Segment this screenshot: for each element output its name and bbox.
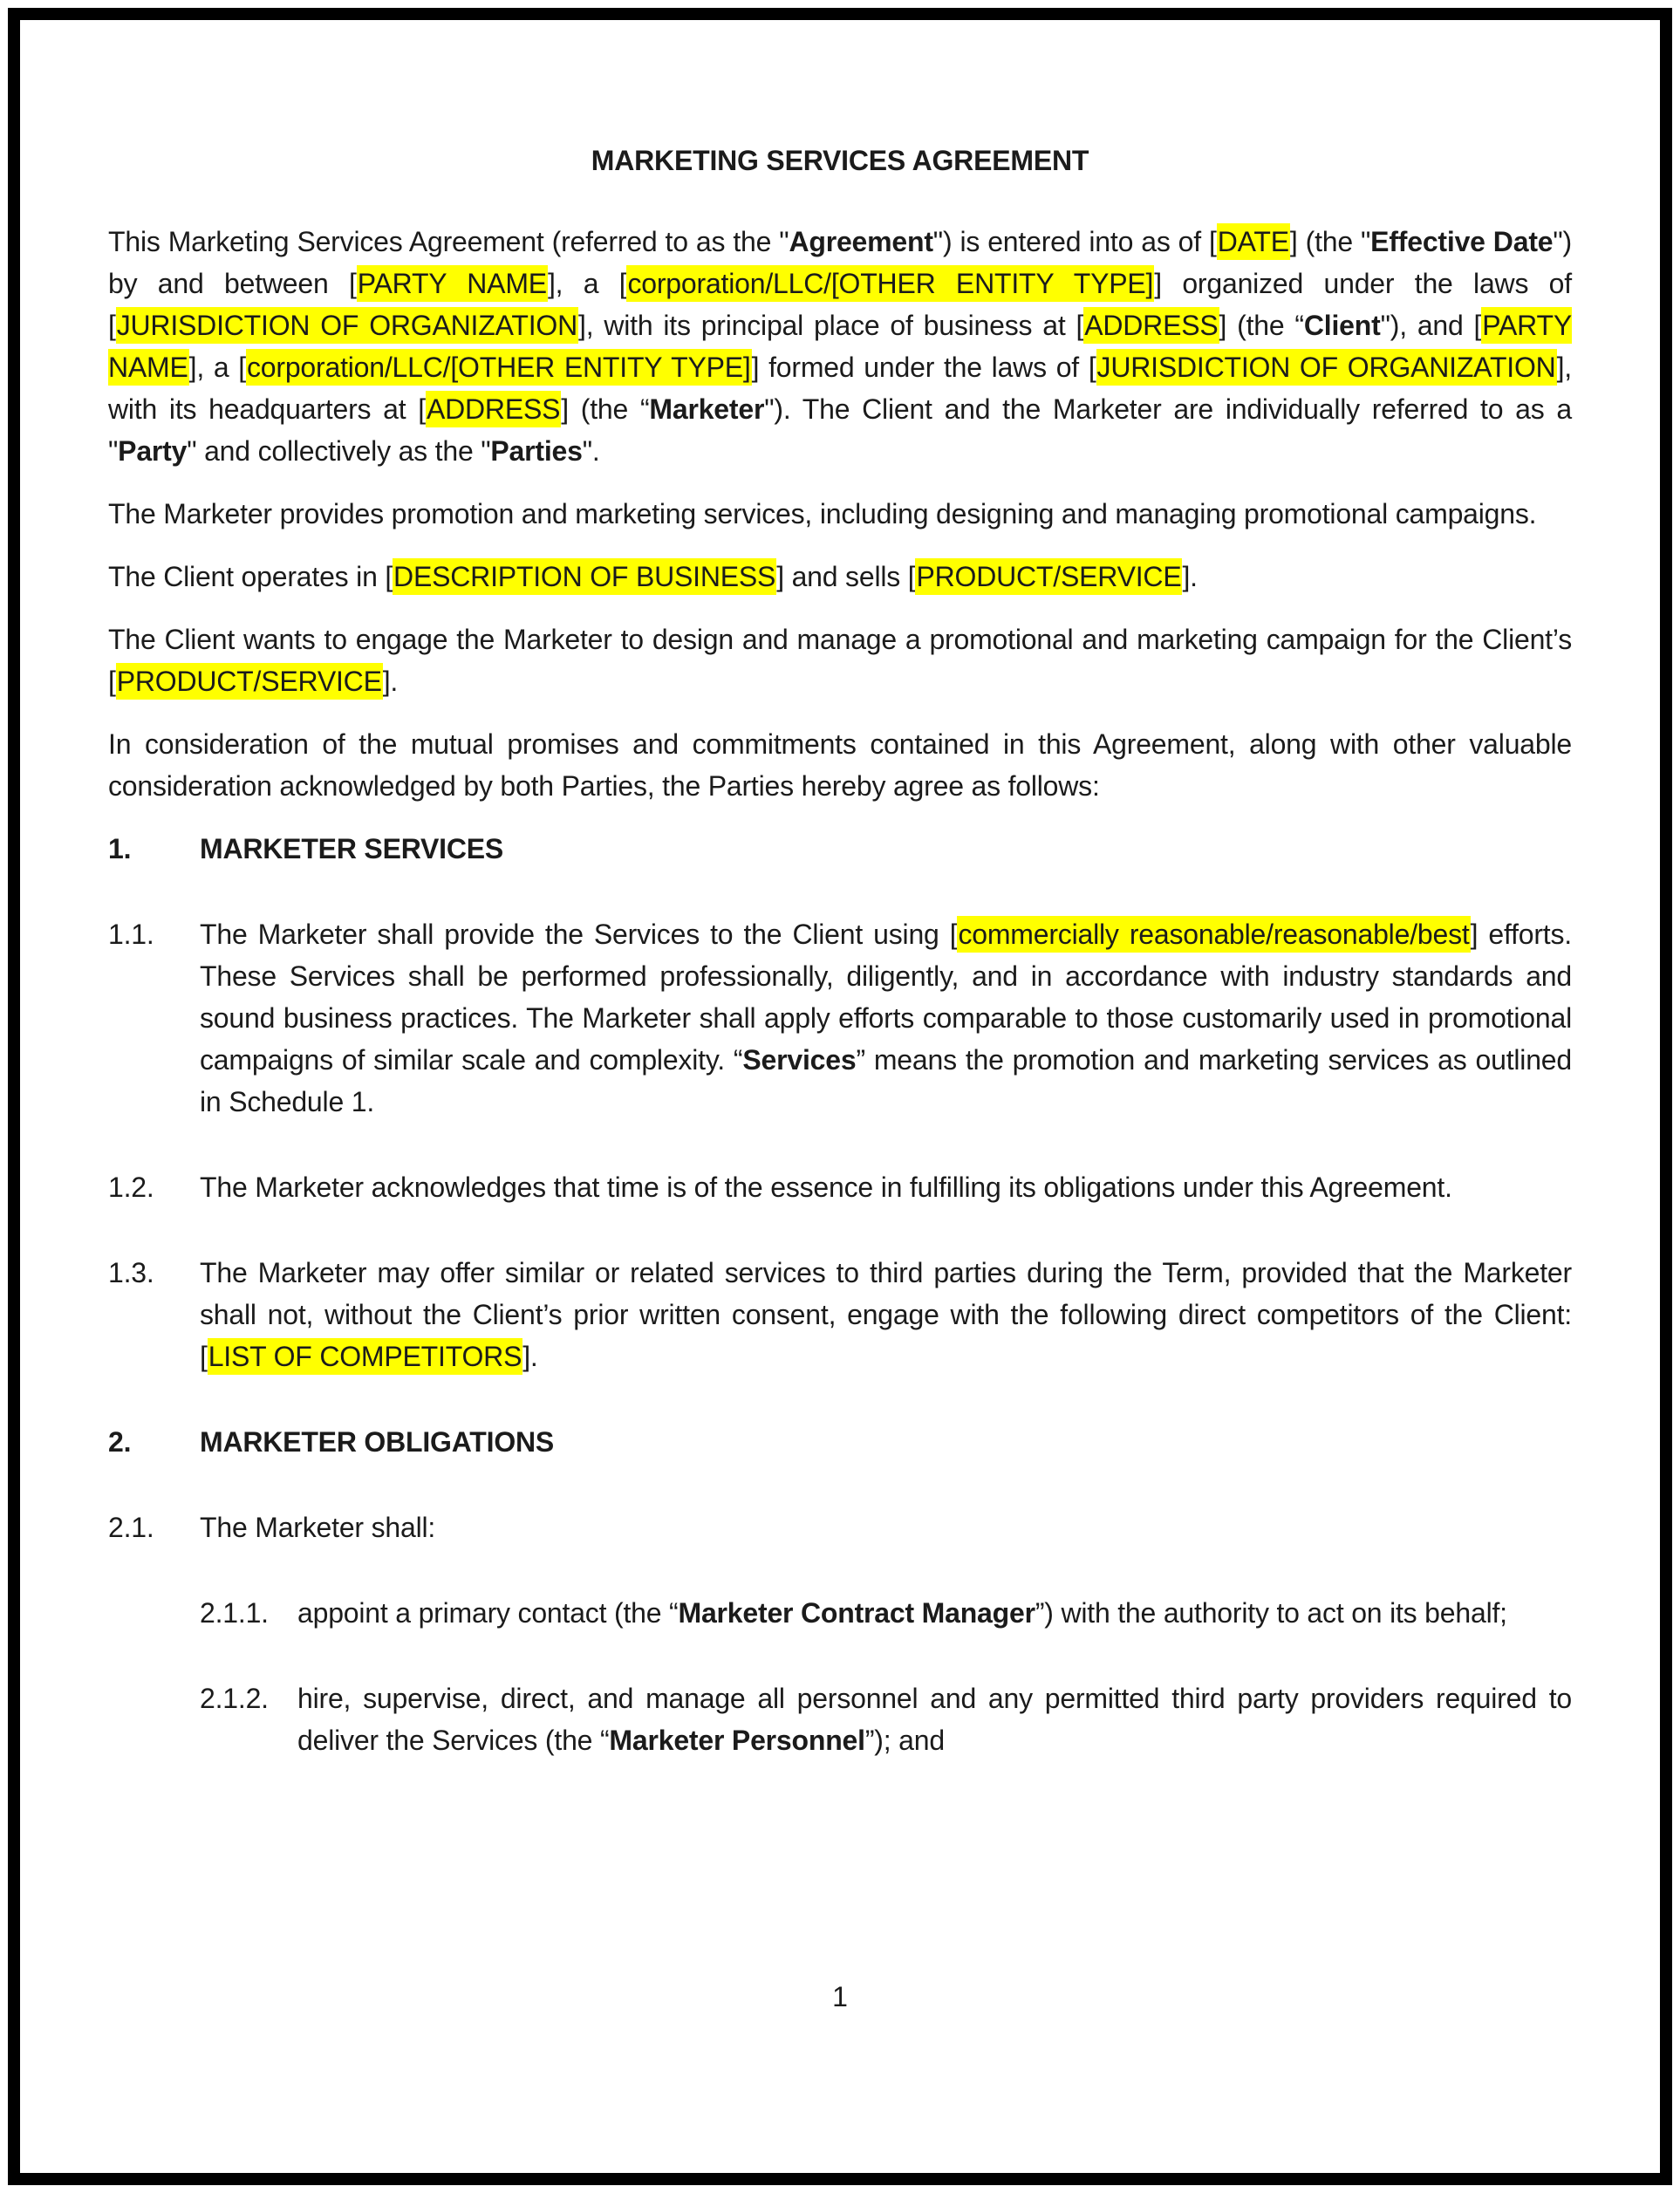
clause [108,1252,1572,1377]
text-run: The Client wants to engage the Marketer to design and manage a promotional and marketing campaign for the Client’s [ [108,624,1572,697]
text-run: ], with its headquarters at [ [108,352,1572,425]
clause-number: 2.1. [108,1512,154,1543]
placeholder-highlight: corporation/LLC/[OTHER ENTITY TYPE] [246,349,752,386]
defined-term: Marketer [649,393,765,425]
clause-number: 2. [108,1426,132,1458]
text-run: ], a [ [547,268,627,299]
clause-text [297,1677,1572,1761]
text-run: The Marketer provides promotion and marketing services, including designing and managing promotional campaigns. [108,498,1537,529]
document-body [108,221,1572,1761]
text-run: The Marketer acknowledges that time is of the essence in fulfilling its obligations under this Agreement. [200,1172,1452,1203]
placeholder-highlight: corporation/LLC/[OTHER ENTITY TYPE] [626,265,1154,302]
clause-number: 1.2. [108,1172,154,1203]
text-run: ". [582,435,600,467]
clause [200,1677,1572,1761]
text-run: ”); and [864,1725,945,1756]
text-run: ] and sells [ [776,561,916,592]
clause-text [200,1506,1572,1548]
text-run: ]. [1182,561,1198,592]
text-run: ”) with the authority to act on its behalf; [1035,1597,1507,1629]
text-run: ], a [ [188,352,246,383]
placeholder-highlight: PARTY NAME [108,307,1572,386]
placeholder-highlight: ADDRESS [426,391,561,427]
placeholder-highlight: commercially reasonable/reasonable/best [957,916,1470,953]
text-run: This Marketing Services Agreement (referred to as the " [108,226,789,257]
clause-text [200,1166,1572,1208]
text-run: "). The Client and the Marketer are individually referred to as a " [108,393,1572,467]
text-run: ] (the “ [561,393,650,425]
clause-number: 1. [108,833,132,864]
document-content [108,140,1572,1805]
text-run: ] formed under the laws of [ [751,352,1096,383]
defined-term: Services [742,1044,857,1076]
text-run: hire, supervise, direct, and manage all personnel and any permitted third party providers required to deliver the Services (the “ [297,1683,1572,1756]
clause-text [200,913,1572,1123]
heading-text [200,1421,1572,1463]
paragraph [108,556,1572,598]
placeholder-highlight: PRODUCT/SERVICE [116,663,383,700]
text-run: ") by and between [ [108,226,1572,299]
defined-term: Marketer Personnel [609,1725,865,1756]
placeholder-highlight: PRODUCT/SERVICE [915,558,1182,595]
placeholder-highlight: PARTY NAME [357,265,548,302]
text-run: The Client operates in [ [108,561,393,592]
defined-term: Client [1303,310,1381,341]
text-run: ] (the “ [1219,310,1304,341]
text-run: In consideration of the mutual promises and commitments contained in this Agreement, along with other valuable consideration acknowledged by both Parties, the Parties hereby agree as follows: [108,728,1572,802]
paragraph [108,618,1572,702]
page-title: MARKETING SERVICES AGREEMENT [591,145,1089,176]
clause-number: 1.3. [108,1257,154,1288]
clause [200,1592,1572,1634]
text-run: ]. [382,666,399,697]
page-number: 1 [832,1981,848,2012]
section-heading [108,828,1572,870]
clause [108,1166,1572,1208]
placeholder-highlight: ADDRESS [1083,307,1219,344]
clause-number: 2.1.1. [200,1597,269,1629]
clause-text [297,1592,1572,1634]
paragraph [108,493,1572,535]
placeholder-highlight: DESCRIPTION OF BUSINESS [393,558,776,595]
text-run: "), and [ [1380,310,1482,341]
clause-number: 2.1.2. [200,1683,269,1714]
clause [108,1506,1572,1548]
text-run: The Marketer may offer similar or related services to third parties during the Term, provided that the Marketer shall not, without the Client’s prior written consent, engage with the following direct competitors of the Client: [ [200,1257,1572,1372]
clause [108,913,1572,1123]
section-heading [108,1421,1572,1463]
text-run: MARKETER OBLIGATIONS [200,1426,555,1458]
paragraph [108,723,1572,807]
text-run: ” means the promotion and marketing services as outlined in Schedule 1. [200,1044,1572,1117]
text-run: The Marketer shall provide the Services to the Client using [ [200,919,958,950]
text-run: " and collectively as the " [187,435,491,467]
placeholder-highlight: LIST OF COMPETITORS [208,1338,523,1375]
defined-term: Party [118,435,188,467]
defined-term: Marketer Contract Manager [678,1597,1035,1629]
text-run: ] efforts. These Services shall be performed professionally, diligently, and in accordance with industry standards and sound business practices. The Marketer shall apply efforts comparable to those customarily used in promotional campaigns of similar scale and complexity. “ [200,919,1572,1076]
text-run: ], with its principal place of business at [ [578,310,1084,341]
text-run: MARKETER SERVICES [200,833,504,864]
defined-term: Effective Date [1370,226,1554,257]
placeholder-highlight: JURISDICTION OF ORGANIZATION [116,307,578,344]
placeholder-highlight: DATE [1217,223,1290,260]
heading-text [200,828,1572,870]
defined-term: Agreement [789,226,933,257]
clause-text [200,1252,1572,1377]
defined-term: Parties [490,435,583,467]
text-run: ] organized under the laws of [ [108,268,1572,341]
text-run: ] (the " [1289,226,1371,257]
text-run: ]. [522,1341,538,1372]
text-run: ") is entered into as of [ [932,226,1217,257]
placeholder-highlight: JURISDICTION OF ORGANIZATION [1096,349,1557,386]
text-run: The Marketer shall: [200,1512,436,1543]
text-run: appoint a primary contact (the “ [297,1597,679,1629]
paragraph [108,221,1572,472]
clause-number: 1.1. [108,919,154,950]
